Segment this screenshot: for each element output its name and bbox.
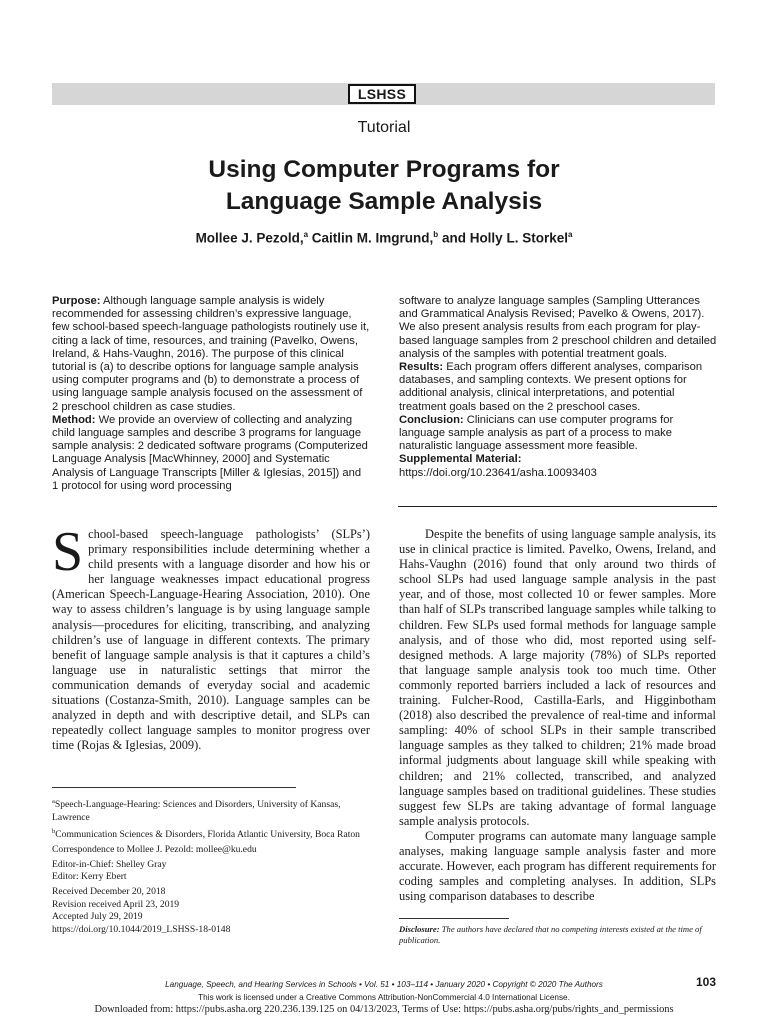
intro-text: chool-based speech-language pathologists’ (SLPs’) primary responsibilities include determining whether a child presents with a language disorder and how his or her language weaknesses impact educational progress (American Speech-Language-Hearing Association, 2010). One way to assess children’s language is by using language sample analysis—procedures for eliciting, transcribing, and analyzing children’s use of language in different contexts. The primary benefit of language sample analysis is that it captures a child’s language use in naturalistic settings that mirror the communication demands of everyday social and academic situations (Costanza-Smith, 2010). Language samples can be analyzed in depth and with descriptive detail, and SLPs can repeatedly collect language samples to monitor progress over time (Rojas & Iglesias, 2009). xyxy=(52,527,370,753)
aff-a-text: Speech-Language-Hearing: Sciences and Disorders, University of Kansas, Lawrence xyxy=(52,799,341,823)
author-3: and Holly L. Storkel xyxy=(438,230,568,246)
body-right-column xyxy=(399,527,716,904)
abstract-supplemental xyxy=(399,453,717,479)
supplemental-link[interactable]: https://doi.org/10.23641/asha.10093403 xyxy=(399,466,597,479)
drop-cap: S xyxy=(52,521,84,583)
results-label: Results: xyxy=(399,361,444,374)
conclusion-label: Conclusion: xyxy=(399,413,464,426)
download-notice: Downloaded from: https://pubs.asha.org 220.236.139.125 on 04/13/2023, Terms of Use: https://pubs.asha.org/pubs/rights_and_permissions xyxy=(94,1004,674,1015)
editor-in-chief: Editor-in-Chief: Shelley Gray xyxy=(52,858,167,870)
abstract-right-column xyxy=(399,295,717,480)
abstract-purpose xyxy=(52,295,370,414)
abstract-method-continued: software to analyze language samples (Sampling Utterances and Grammatical Analysis Revised; Pavelko & Owens, 2017). We also present analysis results from each program for play-based language samples from 2 preschool children and detailed analysis of the samples with potential treatment goals. xyxy=(399,295,717,360)
affiliation-a xyxy=(52,796,370,824)
aff-b-mark: b xyxy=(52,828,56,836)
conclusion-text: Clinicians can use computer programs for language sample analysis as part of a process to make naturalistic language assessment more feasible. xyxy=(399,413,674,453)
results-text: Each program offers different analyses, comparison databases, and sampling contexts. We present options for additional analysis, clinical interpretations, and potential treatment goals based on the 2 preschool cases. xyxy=(399,361,703,413)
author-2-affiliation: b xyxy=(433,230,439,239)
article-title xyxy=(0,154,768,218)
purpose-text: Although language sample analysis is widely recommended for assessing children’s expressive language, few school-based speech-language pathologists routinely use it, citing a lack of time, resources, and training (Pavelko, Owens, Ireland, & Hahs-Vaughn, 2016). The purpose of this clinical tutorial is (a) to describe options for language sample analysis using computer programs and (b) to demonstrate a process of using language sample analysis focused on the assessment of 2 preschool children as case studies. xyxy=(52,295,370,413)
abstract-left-column xyxy=(52,295,370,493)
author-list xyxy=(0,230,768,246)
affiliation-b xyxy=(52,826,370,842)
disclosure-divider xyxy=(399,918,509,919)
author-2: Caitlin M. Imgrund, xyxy=(308,230,434,246)
author-3-affiliation: a xyxy=(567,230,573,239)
accepted-date: Accepted July 29, 2019 xyxy=(52,911,143,923)
body-left-column xyxy=(52,521,370,753)
title-line-2: Language Sample Analysis xyxy=(225,188,543,215)
supplemental-label: Supplemental Material: xyxy=(399,453,522,466)
abstract-conclusion xyxy=(399,414,717,454)
method-text: We provide an overview of collecting and analyzing child language samples and describe 3 programs for language sample analysis: 2 dedicated software programs (Computerized Language Analysis [MacWhinney, 2000] and Systematic Analysis of Language Transcripts [Miller & Iglesias, 2015]) and 1 protocol for using word processing xyxy=(52,413,368,492)
footnote-divider xyxy=(52,787,296,788)
editor: Editor: Kerry Ebert xyxy=(52,871,127,883)
page-number: 103 xyxy=(695,975,716,989)
journal-citation: Language, Speech, and Hearing Services in Schools • Vol. 51 • 103–114 • January 2020 • Copyright © 2020 The Authors xyxy=(165,980,603,989)
disclosure-label: Disclosure: xyxy=(399,924,440,934)
purpose-label: Purpose: xyxy=(52,295,101,307)
disclosure xyxy=(399,924,717,945)
author-1: Mollee J. Pezold, xyxy=(195,230,304,246)
paragraph-2: Despite the benefits of using language sample analysis, its use in clinical practice is limited. Pavelko, Owens, Ireland, and Hahs-Vaughn (2016) found that only around two thirds of school SLPs had used language sample analysis in the past year, and of those, most collected 10 or fewer samples. More than half of SLPs transcribed language samples while talking to children. Few SLPs used formal methods for language sample analysis, and of those who did, most reported using self-designed methods. A large majority (78%) of SLPs reported that language sample analysis took too much time. Other commonly reported barriers included a lack of resources and training. Fulcher-Rood, Castilla-Earls, and Higginbotham (2018) also described the prevalence of real-time and informal sampling: 40% of school SLPs in their sample transcribed language samples as they talked to children; 21% made broad informal judgments about language skill while speaking with children; and 21% collected, transcribed, and analyzed language samples based on traditional guidelines. These studies suggest few SLPs are taking advantage of formal language sample analysis protocols. xyxy=(399,527,716,828)
aff-a-mark: a xyxy=(52,798,55,805)
article-doi[interactable]: https://doi.org/10.1044/2019_LSHSS-18-0148 xyxy=(52,923,231,935)
section-label: Tutorial xyxy=(357,119,411,136)
correspondence: Correspondence to Mollee J. Pezold: mollee@ku.edu xyxy=(52,844,257,856)
paragraph-3: Computer programs can automate many language sample analyses, making language sample analysis faster and more accurate. However, each program has different requirements for coding samples and completing analyses. In addition, SLPs using comparison databases to describe xyxy=(399,828,716,904)
intro-paragraph xyxy=(52,521,370,753)
title-line-1: Using Computer Programs for xyxy=(208,156,560,183)
method-label: Method: xyxy=(52,413,96,426)
abstract-divider xyxy=(398,506,717,507)
abstract-method xyxy=(52,414,370,493)
disclosure-text: The authors have declared that no competing interests existed at the time of publication. xyxy=(399,924,702,945)
abstract-results xyxy=(399,361,717,414)
license-notice: This work is licensed under a Creative Commons Attribution-NonCommercial 4.0 International License. xyxy=(198,993,570,1002)
aff-b-text: Communication Sciences & Disorders, Florida Atlantic University, Boca Raton xyxy=(55,829,360,841)
footnotes xyxy=(52,796,370,938)
journal-badge: LSHSS xyxy=(348,84,416,104)
author-1-affiliation: a xyxy=(303,230,309,239)
revision-date: Revision received April 23, 2019 xyxy=(52,898,180,910)
received-date: Received December 20, 2018 xyxy=(52,885,166,897)
